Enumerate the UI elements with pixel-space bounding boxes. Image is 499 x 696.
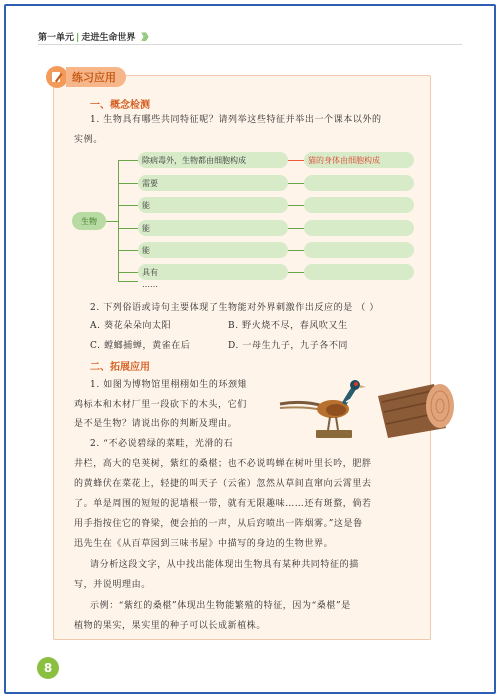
tree-branch <box>118 228 138 229</box>
tree-answer-connector <box>288 205 304 206</box>
header-rule <box>38 44 462 45</box>
extension-2-line-3: 的黄蜂伏在菜花上，轻捷的叫天子（云雀）忽然从草间直窜向云霄里去 <box>74 479 372 489</box>
extension-2-line-6: 迅先生在《从百草园到三味书屋》中描写的身边的生物世界。 <box>74 539 334 549</box>
extension-2-line-8: 写，并说明理由。 <box>74 580 151 590</box>
header-divider: | <box>76 33 80 43</box>
chapter-header <box>38 30 151 43</box>
tree-box-cells: 除病毒外，生物都由细胞构成 <box>138 152 288 168</box>
section-concept-check: 一、概念检测 <box>90 100 150 111</box>
option-c[interactable]: C. 螳螂捕蝉，黄雀在后 <box>90 341 191 351</box>
tree-box-needs: 需要 <box>138 175 288 191</box>
badge-label: 练习应用 <box>66 67 126 87</box>
section-badge <box>46 66 126 88</box>
example-line-2: 植物的果实，果实里的种子可以长成新植株。 <box>74 621 267 631</box>
question-1-line-2: 实例。 <box>74 135 103 145</box>
tree-answer-connector <box>288 272 304 273</box>
tree-root: 生物 <box>72 212 106 230</box>
extension-2-line-1: 2. “不必说碧绿的菜畦，光滑的石 <box>90 439 234 449</box>
tree-answer-connector <box>288 250 304 251</box>
tree-box-can-1: 能 <box>138 197 288 213</box>
double-chevron-icon: 》》 <box>141 33 151 43</box>
tree-answer-box[interactable] <box>304 242 414 258</box>
extension-1-line-1: 1. 如图为博物馆里栩栩如生的环颈雉 <box>90 380 248 390</box>
option-b[interactable]: B. 野火烧不尽，春风吹又生 <box>228 321 348 331</box>
wood-log-image <box>372 380 458 440</box>
tree-branch <box>118 160 138 161</box>
tree-branch <box>118 183 138 184</box>
extension-1-line-3: 是不是生物？请说出你的判断及理由。 <box>74 419 238 429</box>
tree-box-can-3: 能 <box>138 242 288 258</box>
tree-box-has: 具有 <box>138 264 288 280</box>
tree-answer-connector <box>288 228 304 229</box>
option-d[interactable]: D. 一母生九子，九子各不同 <box>228 341 349 351</box>
tree-answer-box[interactable] <box>304 220 414 236</box>
extension-2-line-2: 井栏，高大的皂荚树，紫红的桑椹；也不必说鸣蝉在树叶里长吟，肥胖 <box>74 459 372 469</box>
tree-answer-box[interactable] <box>304 197 414 213</box>
extension-2-line-7: 请分析这段文字，从中找出能体现出生物具有某种共同特征的描 <box>90 560 359 570</box>
extension-2-line-4: 了。单是周围的短短的泥墙根一带，就有无限趣味……还有斑蝥，倘若 <box>74 499 372 509</box>
unit-title: 走进生命世界 <box>81 33 136 43</box>
extension-2-line-5: 用手指按住它的脊梁，便会拍的一声，从后窍喷出一阵烟雾。”这是鲁 <box>74 519 363 529</box>
tree-example-connector <box>288 160 304 161</box>
tree-trunk <box>118 160 119 281</box>
tree-answer-connector <box>288 183 304 184</box>
tree-branch <box>118 205 138 206</box>
page-number: 8 <box>37 657 59 679</box>
tree-branch <box>118 250 138 251</box>
tree-answer-box[interactable] <box>304 175 414 191</box>
tree-branch <box>118 281 138 282</box>
section-extension: 二、拓展应用 <box>90 362 150 373</box>
tree-box-can-2: 能 <box>138 220 288 236</box>
example-line-1: 示例：“紫红的桑椹”体现出生物能繁殖的特征，因为“桑椹”是 <box>90 601 351 611</box>
unit-label: 第一单元 <box>38 33 75 43</box>
tree-branch <box>118 272 138 273</box>
tree-answer-box[interactable] <box>304 264 414 280</box>
tree-example-box: 猫的身体由细胞构成 <box>304 152 414 168</box>
option-a[interactable]: A. 葵花朵朵向太阳 <box>90 321 172 331</box>
tree-more: …… <box>142 280 158 289</box>
pencil-icon <box>46 66 68 88</box>
pheasant-specimen-image <box>278 374 370 442</box>
concept-tree <box>70 150 420 295</box>
tree-root-connector <box>106 221 118 222</box>
extension-1-line-2: 鸡标本和木材厂里一段砍下的木头，它们 <box>74 400 247 410</box>
question-1-line-1: 1. 生物具有哪些共同特征呢？请列举这些特征并举出一个课本以外的 <box>90 115 382 125</box>
question-2-stem: 2. 下列俗语或诗句主要体现了生物能对外界刺激作出反应的是 （ ） <box>90 303 379 313</box>
